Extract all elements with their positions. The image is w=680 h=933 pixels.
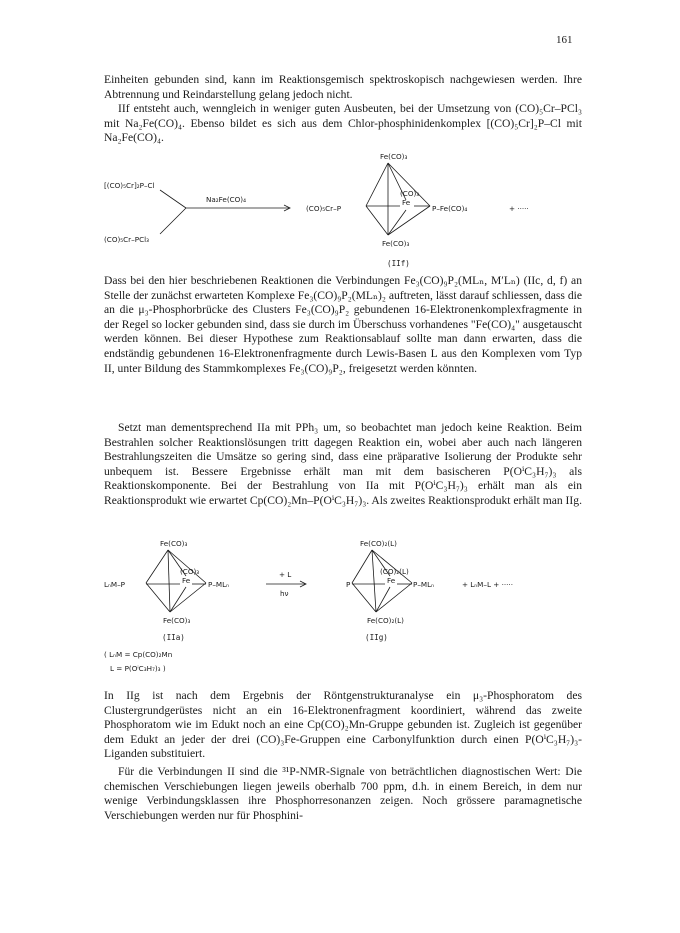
iia-fe-mid: Fe (182, 576, 191, 585)
reactant-1: [(CO)₅Cr]₂P–Cl (104, 181, 155, 190)
paragraph-5: In IIg ist nach dem Ergebnis der Röntgenstrukturanalyse ein μ₃-Phosphoratom des Clustergrundgerüstes nicht an ein 16-Elektronenfragment koordiniert, während das zweite Phosphoratom wie im Edukt noch an eine Cp(CO)₂Mn-Gruppe gebunden ist. Zugleich ist gegenüber dem Edukt an jeder der drei (CO)₃Fe-Gruppen eine Carbonylfunktion durch einen P(OⁱC₃H₇)₃-Liganden substituiert. (104, 689, 582, 761)
fe-mid-co: (CO)₃ (400, 189, 420, 198)
iig-fe-mid-co: (CO)₂(L) (380, 567, 409, 576)
iia-right-group: P–MLₙ (208, 580, 229, 589)
compound-label-IIa: (IIa) (162, 633, 185, 642)
ligand-definition-1: ( LₙM = Cp(CO)₂Mn (104, 650, 173, 659)
compound-label-IIf: (IIf) (387, 259, 410, 268)
iia-fe-bottom: Fe(CO)₃ (163, 616, 191, 625)
paragraph-3: Dass bei den hier beschriebenen Reaktionen die Verbindungen Fe₃(CO)₉P₂(MLₙ, M′Lₙ) (IIc, d, f) an Stelle der zunächst erwarteten Komplexe Fe₃(CO)₉P₂(MLₙ)₂ auftreten, lässt darauf schliessen, dass die an die μ₃-Phosphorbrücke des Clusters Fe₃(CO)₉P₂ gebundenen 16-Elektronenkomplexfragmente in der Regel so locker gebunden sind, dass sie durch im Überschuss vorhandenes "Fe(CO)₄" ausgetauscht werden können. Bei dieser Hypothese zum Reaktionsablauf sollte man dann erwarten, dass die endständig gebundenen 16-Elektronenfragmente durch Lewis-Basen L aus den Komplexen vom Typ II, unter Bildung des Stammkomplexes Fe₃(CO)₉P₂, freigesetzt werden könnten. (104, 274, 582, 375)
iig-p-left: P (346, 580, 351, 589)
iig-fe-top: Fe(CO)₂(L) (360, 539, 397, 548)
ligand-definition-2: L = P(OⁱC₃H₇)₃ ) (110, 664, 166, 673)
cluster-frame-iig (352, 550, 412, 612)
page-number: 161 (556, 34, 573, 46)
cr-left-group: (CO)₅Cr–P (306, 204, 342, 213)
arrow-bottom-label: hν (280, 589, 289, 598)
reactant-2: (CO)₅Cr–PCl₃ (104, 235, 149, 244)
side-products: + LₙM–L + ····· (462, 580, 513, 589)
plus-dots-1: + ····· (509, 204, 529, 213)
iig-fe-bottom: Fe(CO)₂(L) (367, 616, 404, 625)
fe-mid: Fe (402, 198, 411, 207)
fe-bottom: Fe(CO)₃ (382, 239, 410, 248)
paragraph-4: Setzt man dementsprechend IIa mit PPh₃ um, so beobachtet man jedoch keine Reaktion. Beim Bestrahlen solcher Reaktionslösungen tritt dagegen Reaktion ein, wobei aber auch nach längeren Bestrahlungszeiten die Umsätze so gering sind, dass eine präparative Isolierung der Produkte sehr unbequem ist. Bessere Ergebnisse erhält man mit dem basischeren P(OⁱC₃H₇)₃ als Reaktionskomponente. Bei der Bestrahlung von IIa mit P(OⁱC₃H₇)₃ erhält man als ein Reaktionsprodukt wie erwartet Cp(CO)₂Mn–P(OⁱC₃H₇)₃. Als zweites Reaktionsprodukt erhält man IIg. (104, 421, 582, 507)
iia-fe-top: Fe(CO)₃ (160, 539, 188, 548)
paragraph-6: Für die Verbindungen II sind die ³¹P-NMR-Signale von beträchtlichen diagnostischen Wert: Die chemischen Verschiebungen liegen jeweils oberhalb 700 ppm, d.h. in einem Bereich, in dem nur wenige Verbindungsklassen ihre Phosphorresonanzen zeigen. Noch grössere paramagnetische Verschiebungen werden nur für Phosphini- (104, 765, 582, 822)
iig-fe-mid: Fe (387, 576, 396, 585)
reagent: Na₂Fe(CO)₄ (206, 195, 246, 204)
p-right-group: P–Fe(CO)₄ (432, 204, 468, 213)
cluster-frame-iia (146, 550, 206, 612)
paragraph-1: Einheiten gebunden sind, kann im Reaktionsgemisch spektroskopisch nachgewiesen werden. Ihre Abtrennung und Reindarstellung gelang jedoch nicht. (104, 73, 582, 101)
arrow-top-label: + L (279, 570, 292, 579)
iig-right-group: P–MLₙ (413, 580, 434, 589)
iia-left-group: LₙM–P (104, 580, 125, 589)
compound-label-IIg: (IIg) (365, 633, 388, 642)
fe-top: Fe(CO)₃ (380, 152, 408, 161)
paragraph-2: IIf entsteht auch, wenngleich in weniger guten Ausbeuten, bei der Umsetzung von (CO)₅Cr–PCl₃ mit Na₂Fe(CO)₄. Ebenso bildet es sich aus dem Chlor-phosphinidenkomplex [(CO)₅Cr]₂P–Cl mit Na₂Fe(CO)₄. (104, 102, 582, 145)
iia-fe-mid-co: (CO)₃ (180, 567, 200, 576)
